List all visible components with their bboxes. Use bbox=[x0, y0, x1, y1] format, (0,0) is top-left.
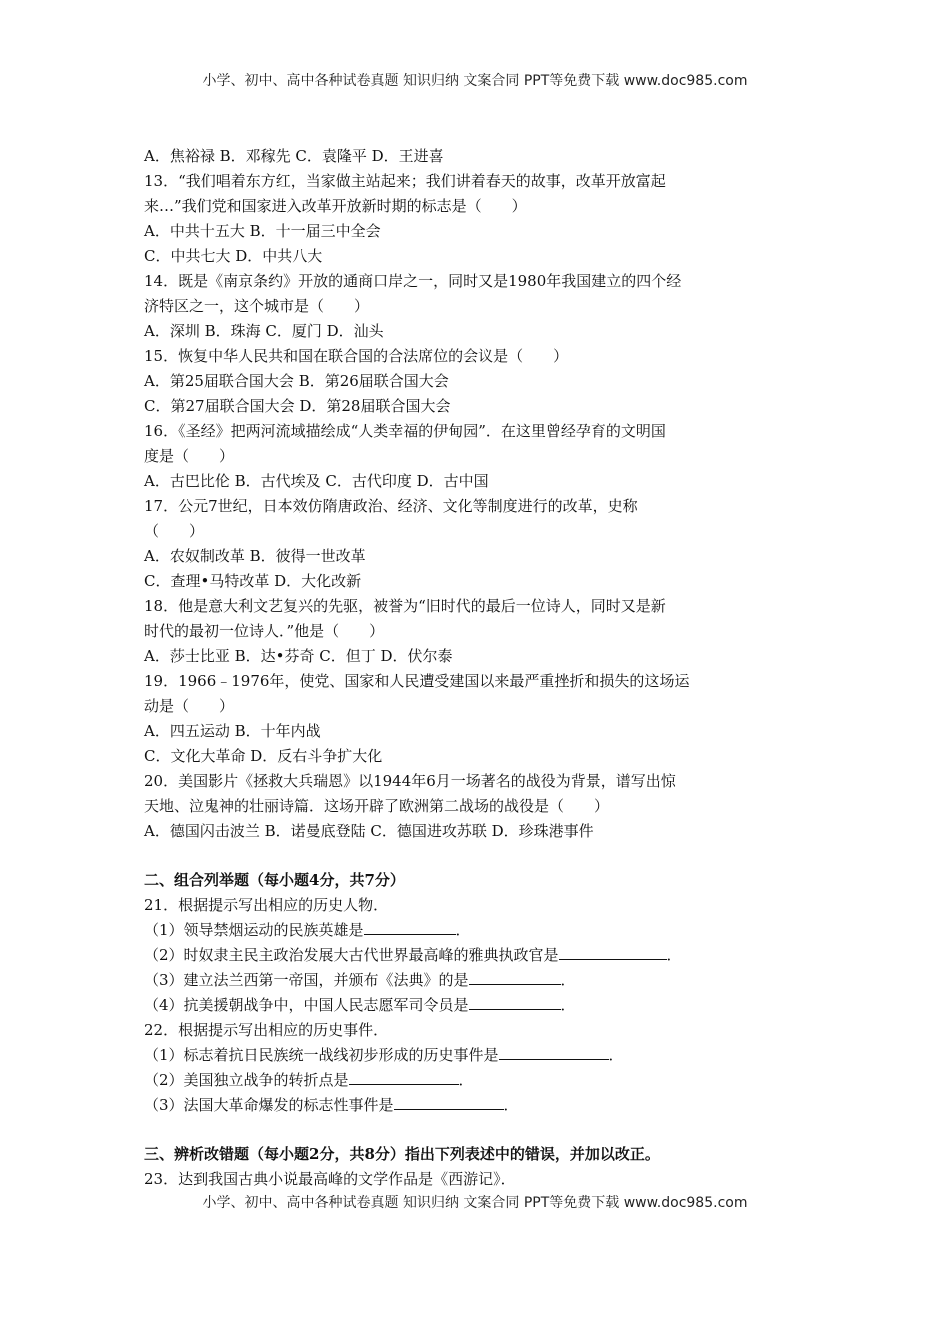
q18-stem-2: 时代的最初一位诗人．”他是（ ） bbox=[144, 622, 385, 640]
q13-stem-2: 来…”我们党和国家进入改革开放新时期的标志是（ ） bbox=[144, 197, 527, 215]
q20-stem-2: 天地、泣鬼神的壮丽诗篇．这场开辟了欧洲第二战场的战役是（ ） bbox=[144, 797, 610, 815]
answer-blank[interactable] bbox=[499, 1045, 609, 1060]
q22-stem: 22．根据提示写出相应的历史事件． bbox=[144, 1021, 389, 1039]
q22-item-3-text: （3）法国大革命爆发的标志性事件是 bbox=[144, 1096, 394, 1114]
q17-stem-2: （ ） bbox=[144, 522, 205, 540]
q16-options: A．古巴比伦 B．古代埃及 C．古代印度 D．古中国 bbox=[144, 472, 489, 490]
q20-options: A．德国闪击波兰 B．诺曼底登陆 C．德国进攻苏联 D．珍珠港事件 bbox=[144, 822, 594, 840]
answer-blank[interactable] bbox=[394, 1095, 504, 1110]
q13-options-2: C．中共七大 D．中共八大 bbox=[144, 247, 323, 265]
answer-blank[interactable] bbox=[364, 920, 456, 935]
end-mark: ． bbox=[666, 946, 682, 964]
q23-stem: 23．达到我国古典小说最高峰的文学作品是《西游记》． bbox=[144, 1170, 516, 1188]
q19-stem-1: 19．1966﹣1976年，使党、国家和人民遭受建国以来最严重挫折和损失的这场运 bbox=[144, 672, 690, 690]
q14-stem-2: 济特区之一，这个城市是（ ） bbox=[144, 297, 370, 315]
q13-options-1: A．中共十五大 B．十一届三中全会 bbox=[144, 222, 381, 240]
q21-item-4-text: （4）抗美援朝战争中，中国人民志愿军司令员是 bbox=[144, 996, 469, 1014]
q22-item-1 bbox=[144, 1045, 624, 1065]
end-mark: ． bbox=[503, 1096, 519, 1114]
q15-options-2: C．第27届联合国大会 D．第28届联合国大会 bbox=[144, 397, 451, 415]
q17-options-1: A．农奴制改革 B．彼得一世改革 bbox=[144, 547, 366, 565]
q22-item-1-text: （1）标志着抗日民族统一战线初步形成的历史事件是 bbox=[144, 1046, 499, 1064]
answer-blank[interactable] bbox=[469, 970, 561, 985]
q19-options-2: C．文化大革命 D．反右斗争扩大化 bbox=[144, 747, 383, 765]
q17-options-2: C．查理•马特改革 D．大化改新 bbox=[144, 572, 362, 590]
q21-item-1-text: （1）领导禁烟运动的民族英雄是 bbox=[144, 921, 364, 939]
end-mark: ． bbox=[455, 921, 471, 939]
q16-stem-1: 16．《圣经》把两河流域描绘成“人类幸福的伊甸园”．在这里曾经孕育的文明国 bbox=[144, 422, 666, 440]
q18-stem-1: 18．他是意大利文艺复兴的先驱，被誉为“旧时代的最后一位诗人，同时又是新 bbox=[144, 597, 666, 615]
q14-options: A．深圳 B．珠海 C．厦门 D．汕头 bbox=[144, 322, 384, 340]
q13-stem-1: 13．“我们唱着东方红，当家做主站起来；我们讲着春天的故事，改革开放富起 bbox=[144, 172, 666, 190]
q19-options-1: A．四五运动 B．十年内战 bbox=[144, 722, 321, 740]
q21-item-3 bbox=[144, 970, 576, 990]
q20-stem-1: 20．美国影片《拯救大兵瑞恩》以1944年6月一场著名的战役为背景，谱写出惊 bbox=[144, 772, 676, 790]
q22-item-3 bbox=[144, 1095, 519, 1115]
q15-stem: 15．恢复中华人民共和国在联合国的合法席位的会议是（ ） bbox=[144, 347, 569, 365]
q18-options: A．莎士比亚 B．达•芬奇 C．但丁 D．伏尔泰 bbox=[144, 647, 453, 665]
q17-stem-1: 17．公元7世纪，日本效仿隋唐政治、经济、文化等制度进行的改革，史称 bbox=[144, 497, 638, 515]
q15-options-1: A．第25届联合国大会 B．第26届联合国大会 bbox=[144, 372, 449, 390]
page-footer: 小学、初中、高中各种试卷真题 知识归纳 文案合同 PPT等免费下载 www.doc985.com bbox=[202, 1195, 748, 1211]
q22-item-2-text: （2）美国独立战争的转折点是 bbox=[144, 1071, 349, 1089]
end-mark: ． bbox=[560, 971, 576, 989]
q21-item-2 bbox=[144, 945, 682, 965]
q21-item-2-text: （2）时奴隶主民主政治发展大古代世界最高峰的雅典执政官是 bbox=[144, 946, 559, 964]
q12-options: A．焦裕禄 B．邓稼先 C．袁隆平 D．王进喜 bbox=[144, 147, 444, 165]
q21-item-1 bbox=[144, 920, 471, 940]
section3-title: 三、辨析改错题（每小题2分，共8分）指出下列表述中的错误，并加以改正。 bbox=[144, 1145, 660, 1163]
end-mark: ． bbox=[608, 1046, 624, 1064]
end-mark: ． bbox=[458, 1071, 474, 1089]
q14-stem-1: 14．既是《南京条约》开放的通商口岸之一，同时又是1980年我国建立的四个经 bbox=[144, 272, 682, 290]
answer-blank[interactable] bbox=[559, 945, 667, 960]
q16-stem-2: 度是（ ） bbox=[144, 447, 235, 465]
page-header: 小学、初中、高中各种试卷真题 知识归纳 文案合同 PPT等免费下载 www.doc985.com bbox=[202, 73, 748, 89]
q21-stem: 21．根据提示写出相应的历史人物． bbox=[144, 896, 389, 914]
answer-blank[interactable] bbox=[469, 995, 561, 1010]
q22-item-2 bbox=[144, 1070, 474, 1090]
end-mark: ． bbox=[560, 996, 576, 1014]
section2-title: 二、组合列举题（每小题4分，共7分） bbox=[144, 871, 405, 889]
answer-blank[interactable] bbox=[349, 1070, 459, 1085]
q21-item-4 bbox=[144, 995, 576, 1015]
q19-stem-2: 动是（ ） bbox=[144, 697, 235, 715]
q21-item-3-text: （3）建立法兰西第一帝国，并颁布《法典》的是 bbox=[144, 971, 469, 989]
